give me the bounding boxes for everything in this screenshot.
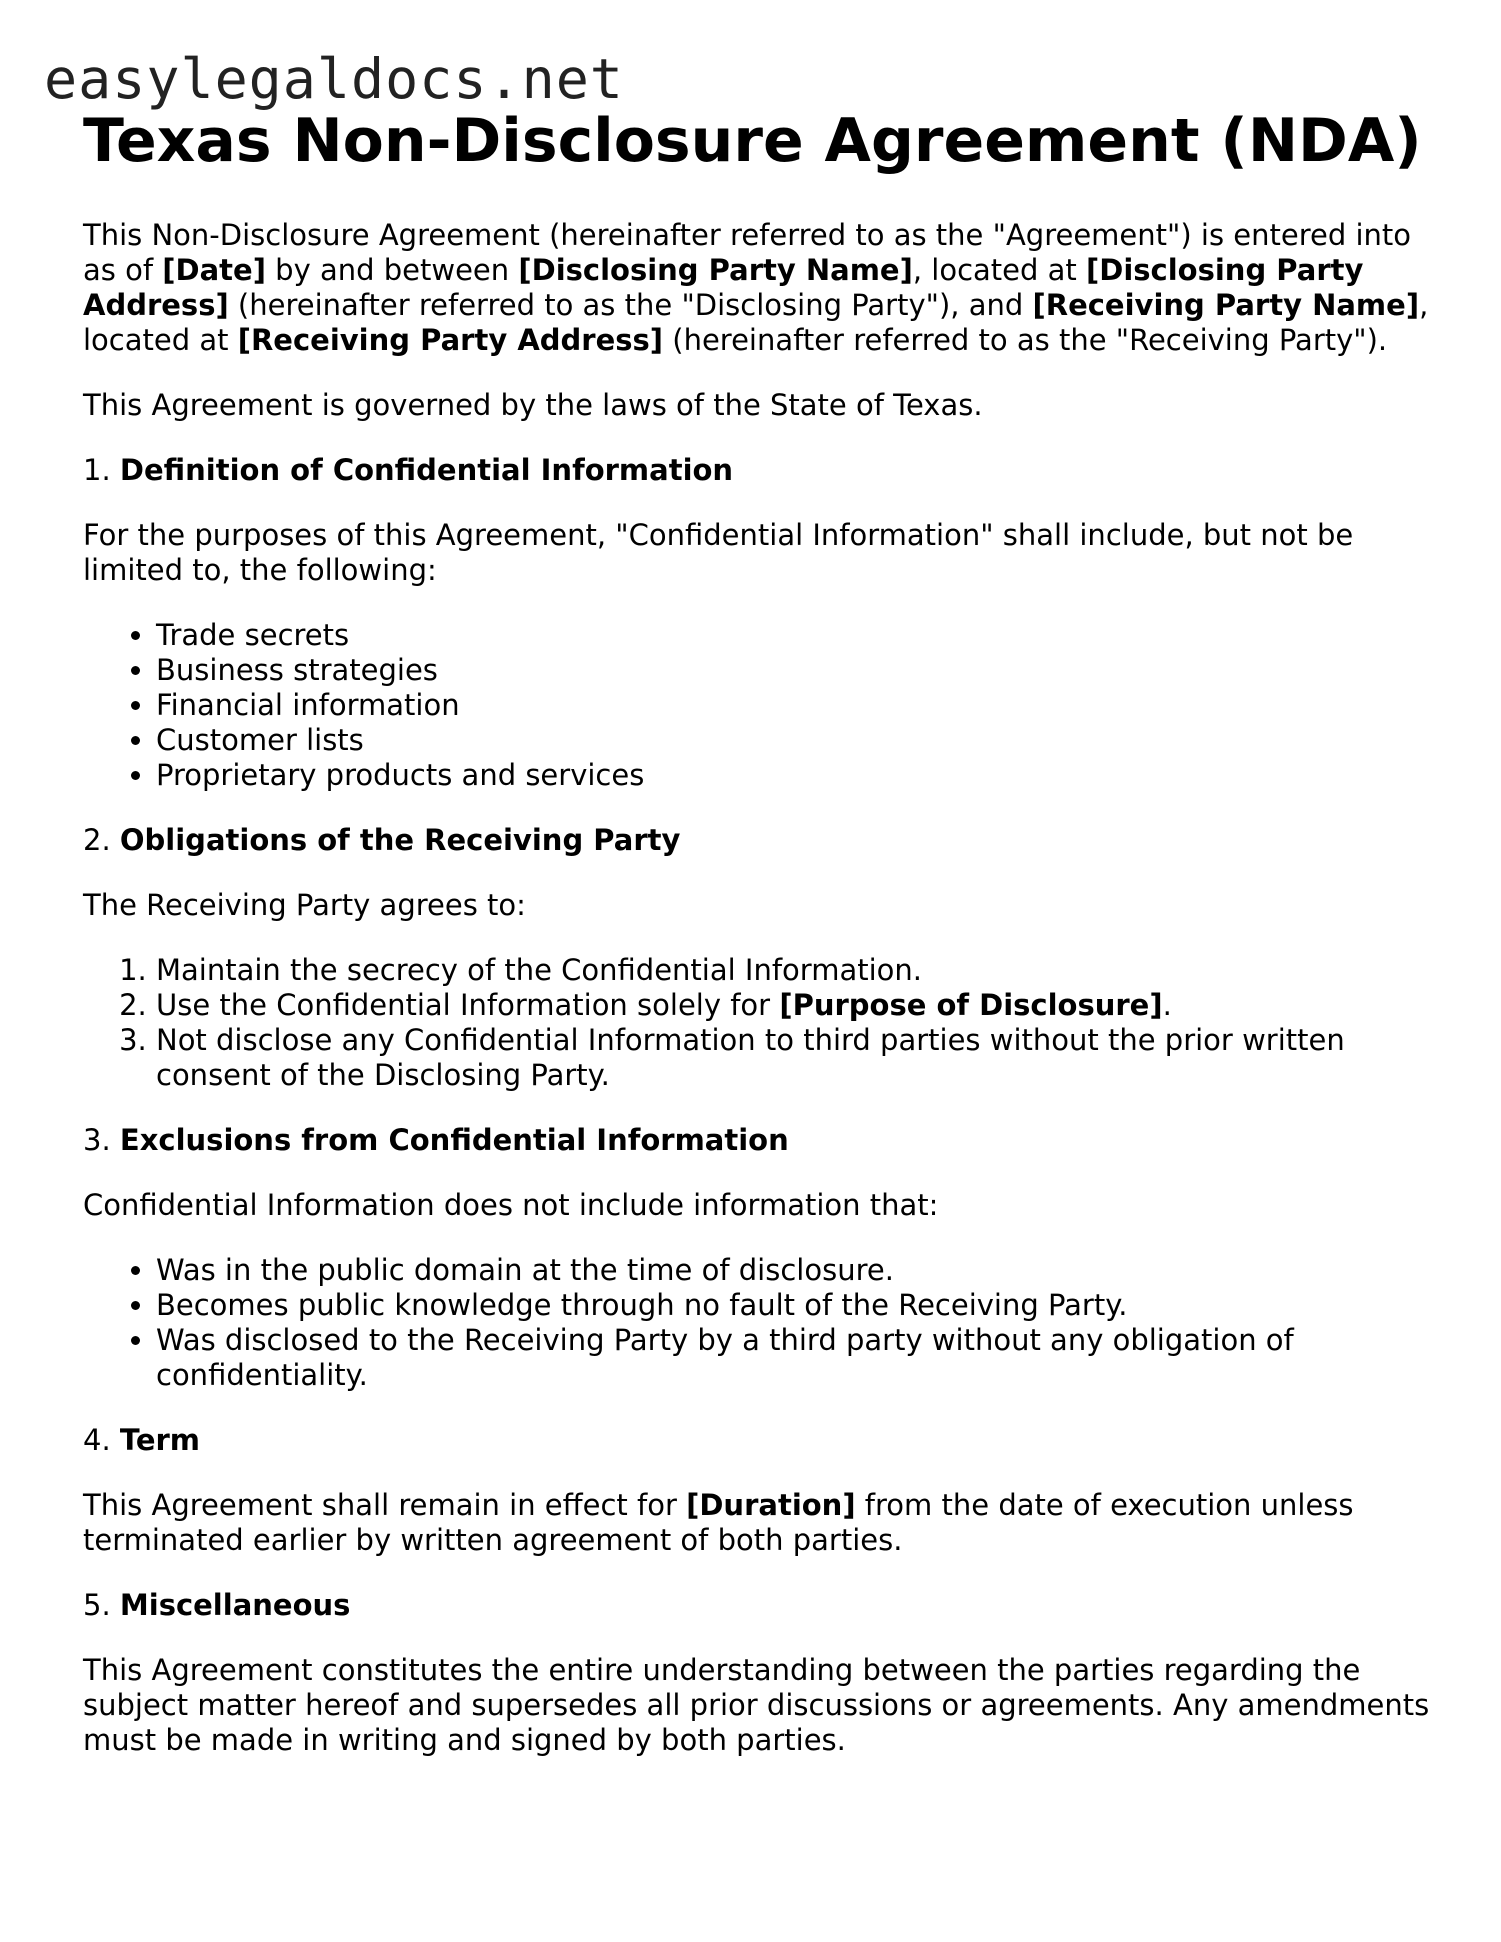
list-item: • Trade secrets xyxy=(156,618,1443,653)
section-3-heading: 3. Exclusions from Confidential Information xyxy=(83,1123,789,1157)
exclusions-list xyxy=(83,1253,1443,1393)
list-item: • Customer lists xyxy=(156,723,1443,758)
section-5-text: This Agreement constitutes the entire understanding between the parties regarding the subject matter hereof and supersedes all prior discussions or agreements. Any amendments must be made in writing and signed by both parties. xyxy=(83,1653,1430,1757)
date-placeholder: [Date] xyxy=(162,253,266,287)
list-item: • Financial information xyxy=(156,688,1443,723)
disclosing-party-address-placeholder: [Disclosing Party Address] xyxy=(83,253,1364,322)
section-1-heading: 1. Definition of Confidential Information xyxy=(83,453,734,487)
purpose-placeholder: [Purpose of Disclosure] xyxy=(779,988,1163,1022)
site-watermark: easylegaldocs.net xyxy=(44,47,624,111)
section-4-text: This Agreement shall remain in effect for [Duration] from the date of execution unless terminated earlier by written agreement of both parties. xyxy=(83,1488,1354,1557)
section-5-heading: 5. Miscellaneous xyxy=(83,1588,351,1622)
receiving-party-address-placeholder: [Receiving Party Address] xyxy=(237,323,664,357)
duration-placeholder: [Duration] xyxy=(686,1488,856,1522)
list-item: 3. Not disclose any Confidential Information to third parties without the prior written consent of the Disclosing Party. xyxy=(156,1023,1443,1093)
list-item: 1. Maintain the secrecy of the Confidential Information. xyxy=(156,953,1443,988)
list-item: 2. Use the Confidential Information solely for [Purpose of Disclosure]. xyxy=(156,988,1443,1023)
section-2-heading: 2. Obligations of the Receiving Party xyxy=(83,823,681,857)
section-3-text: Confidential Information does not include information that: xyxy=(83,1188,939,1222)
document-title: Texas Non-Disclosure Agreement (NDA) xyxy=(83,106,1422,176)
section-1-text: For the purposes of this Agreement, "Confidential Information" shall include, but not be limited to, the following: xyxy=(83,518,1354,587)
list-item: • Proprietary products and services xyxy=(156,758,1443,793)
section-2-text: The Receiving Party agrees to: xyxy=(83,888,526,922)
section-4-heading: 4. Term xyxy=(83,1423,201,1457)
obligations-list xyxy=(83,953,1443,1093)
disclosing-party-name-placeholder: [Disclosing Party Name] xyxy=(518,253,913,287)
confidential-info-list xyxy=(83,618,1443,793)
list-item: • Business strategies xyxy=(156,653,1443,688)
intro-paragraph: This Non-Disclosure Agreement (hereinafter referred to as the "Agreement") is entered into as of [Date] by and between [Disclosing Party Name], located at [Disclosing Party Address] (hereinafter referred to as the "Disclosing Party"), and [Receiving Party Name], located at [Receiving Party Address] (hereinafter referred to as the "Receiving Party"). xyxy=(83,218,1429,357)
list-item: • Was disclosed to the Receiving Party by a third party without any obligation of confidentiality. xyxy=(156,1323,1443,1393)
governing-law-paragraph: This Agreement is governed by the laws of the State of Texas. xyxy=(83,388,983,422)
list-item: • Was in the public domain at the time of disclosure. xyxy=(156,1253,1443,1288)
receiving-party-name-placeholder: [Receiving Party Name] xyxy=(1032,288,1420,322)
document-body xyxy=(83,104,1443,1788)
list-item: • Becomes public knowledge through no fault of the Receiving Party. xyxy=(156,1288,1443,1323)
